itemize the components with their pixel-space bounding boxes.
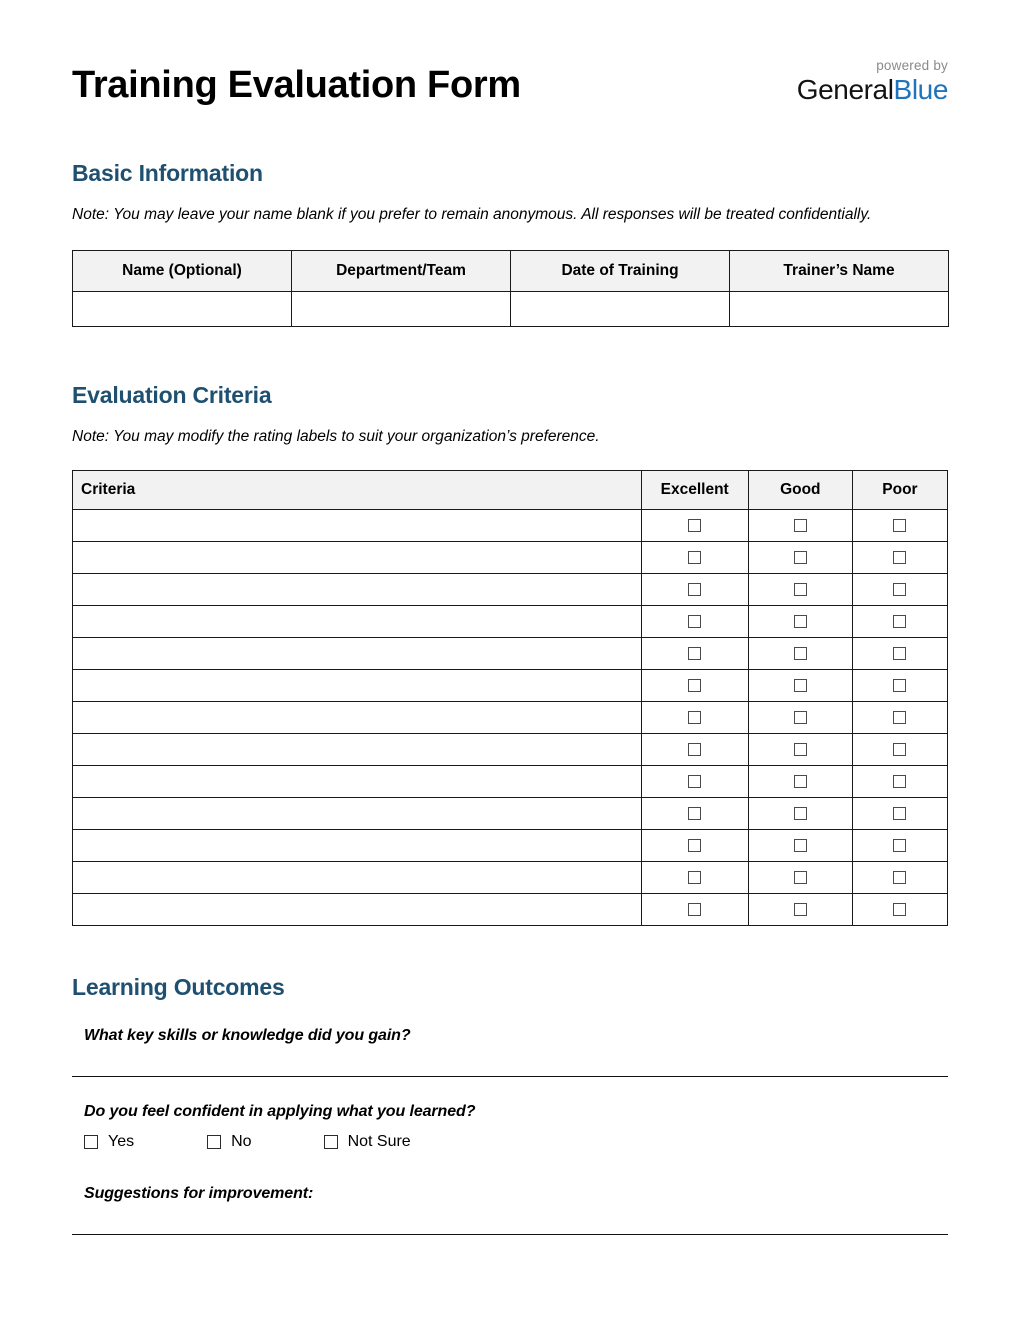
cell-rating-good[interactable] xyxy=(748,638,852,670)
confidence-options-row xyxy=(84,1133,948,1151)
cell-rating-excellent[interactable] xyxy=(641,830,748,862)
cell-criteria-input[interactable] xyxy=(73,670,642,702)
cell-rating-good[interactable] xyxy=(748,830,852,862)
brand-name-blue: Blue xyxy=(893,73,948,105)
table-row xyxy=(73,766,948,798)
cell-rating-excellent[interactable] xyxy=(641,766,748,798)
table-row xyxy=(73,798,948,830)
cell-criteria-input[interactable] xyxy=(73,894,642,926)
cell-rating-good[interactable] xyxy=(748,702,852,734)
cell-rating-poor[interactable] xyxy=(852,798,947,830)
cell-criteria-input[interactable] xyxy=(73,606,642,638)
evaluation-criteria-table xyxy=(72,470,948,926)
confidence-option-not-sure[interactable] xyxy=(324,1133,411,1151)
cell-criteria-input[interactable] xyxy=(73,798,642,830)
option-label: No xyxy=(231,1133,252,1151)
cell-rating-good[interactable] xyxy=(748,766,852,798)
cell-rating-poor[interactable] xyxy=(852,670,947,702)
checkbox-excellent-icon[interactable] xyxy=(688,551,701,564)
checkbox-good-icon[interactable] xyxy=(794,647,807,660)
checkbox-excellent-icon[interactable] xyxy=(688,647,701,660)
checkbox-poor-icon[interactable] xyxy=(893,743,906,756)
page-title: Training Evaluation Form xyxy=(72,64,521,107)
checkbox-excellent-icon[interactable] xyxy=(688,903,701,916)
checkbox-excellent-icon[interactable] xyxy=(688,743,701,756)
brand-name xyxy=(797,75,948,104)
cell-rating-good[interactable] xyxy=(748,510,852,542)
table-header-row xyxy=(73,251,949,292)
question-block-skills xyxy=(72,1027,948,1077)
question-confidence: Do you feel confident in applying what you learned? xyxy=(84,1103,476,1121)
checkbox-good-icon[interactable] xyxy=(794,519,807,532)
checkbox-poor-icon[interactable] xyxy=(893,775,906,788)
cell-rating-good[interactable] xyxy=(748,606,852,638)
checkbox-good-icon[interactable] xyxy=(794,743,807,756)
checkbox-icon[interactable] xyxy=(207,1135,221,1149)
table-header-row xyxy=(73,471,948,510)
basic-information-note: Note: You may leave your name blank if you prefer to remain anonymous. All responses will be treated confidentially. xyxy=(72,206,872,223)
cell-rating-poor[interactable] xyxy=(852,542,947,574)
table-row xyxy=(73,292,949,327)
checkbox-excellent-icon[interactable] xyxy=(688,615,701,628)
cell-criteria-input[interactable] xyxy=(73,542,642,574)
cell-rating-poor[interactable] xyxy=(852,894,947,926)
cell-rating-good[interactable] xyxy=(748,894,852,926)
cell-rating-good[interactable] xyxy=(748,798,852,830)
cell-rating-excellent[interactable] xyxy=(641,542,748,574)
cell-trainer-input[interactable] xyxy=(730,292,949,327)
cell-rating-good[interactable] xyxy=(748,670,852,702)
cell-rating-excellent[interactable] xyxy=(641,638,748,670)
question-suggestions: Suggestions for improvement: xyxy=(84,1185,314,1203)
checkbox-excellent-icon[interactable] xyxy=(688,711,701,724)
question-block-suggestions xyxy=(72,1185,948,1235)
checkbox-excellent-icon[interactable] xyxy=(688,807,701,820)
cell-rating-excellent[interactable] xyxy=(641,734,748,766)
section-heading-evaluation-criteria: Evaluation Criteria xyxy=(72,382,272,409)
checkbox-good-icon[interactable] xyxy=(794,711,807,724)
table-row xyxy=(73,830,948,862)
checkbox-poor-icon[interactable] xyxy=(893,647,906,660)
cell-criteria-input[interactable] xyxy=(73,830,642,862)
cell-rating-poor[interactable] xyxy=(852,510,947,542)
column-header-good: Good xyxy=(748,471,852,510)
cell-criteria-input[interactable] xyxy=(73,574,642,606)
checkbox-excellent-icon[interactable] xyxy=(688,839,701,852)
column-header-name: Name (Optional) xyxy=(73,251,292,292)
answer-line-key-skills[interactable] xyxy=(72,1076,948,1077)
checkbox-good-icon[interactable] xyxy=(794,871,807,884)
confidence-option-yes[interactable] xyxy=(84,1133,134,1151)
cell-criteria-input[interactable] xyxy=(73,734,642,766)
evaluation-criteria-note: Note: You may modify the rating labels to suit your organization’s preference. xyxy=(72,428,600,446)
cell-rating-good[interactable] xyxy=(748,734,852,766)
cell-rating-good[interactable] xyxy=(748,574,852,606)
cell-rating-excellent[interactable] xyxy=(641,862,748,894)
cell-rating-poor[interactable] xyxy=(852,638,947,670)
brand-name-general: General xyxy=(796,73,894,105)
cell-name-input[interactable] xyxy=(73,292,292,327)
question-block-confidence xyxy=(72,1103,948,1151)
table-row xyxy=(73,510,948,542)
cell-date-input[interactable] xyxy=(511,292,730,327)
checkbox-excellent-icon[interactable] xyxy=(688,679,701,692)
cell-rating-excellent[interactable] xyxy=(641,894,748,926)
cell-criteria-input[interactable] xyxy=(73,638,642,670)
table-row xyxy=(73,894,948,926)
cell-rating-excellent[interactable] xyxy=(641,574,748,606)
table-row xyxy=(73,702,948,734)
confidence-option-no[interactable] xyxy=(207,1133,251,1151)
checkbox-poor-icon[interactable] xyxy=(893,807,906,820)
cell-rating-excellent[interactable] xyxy=(641,606,748,638)
checkbox-poor-icon[interactable] xyxy=(893,839,906,852)
table-row xyxy=(73,638,948,670)
checkbox-poor-icon[interactable] xyxy=(893,679,906,692)
checkbox-poor-icon[interactable] xyxy=(893,519,906,532)
checkbox-good-icon[interactable] xyxy=(794,615,807,628)
cell-rating-excellent[interactable] xyxy=(641,702,748,734)
cell-rating-excellent[interactable] xyxy=(641,510,748,542)
section-heading-basic-information: Basic Information xyxy=(72,160,263,186)
checkbox-good-icon[interactable] xyxy=(794,583,807,596)
cell-criteria-input[interactable] xyxy=(73,862,642,894)
column-header-department: Department/Team xyxy=(292,251,511,292)
checkbox-good-icon[interactable] xyxy=(794,775,807,788)
option-label: Yes xyxy=(108,1133,135,1151)
cell-rating-poor[interactable] xyxy=(852,702,947,734)
checkbox-icon[interactable] xyxy=(324,1135,338,1149)
cell-rating-poor[interactable] xyxy=(852,574,947,606)
column-header-date: Date of Training xyxy=(511,251,730,292)
column-header-trainer: Trainer’s Name xyxy=(730,251,949,292)
section-heading-learning-outcomes: Learning Outcomes xyxy=(72,974,285,1001)
option-label: Not Sure xyxy=(347,1133,411,1151)
cell-rating-excellent[interactable] xyxy=(641,670,748,702)
cell-criteria-input[interactable] xyxy=(73,510,642,542)
checkbox-poor-icon[interactable] xyxy=(893,903,906,916)
powered-by-label: powered by xyxy=(876,58,948,74)
cell-rating-excellent[interactable] xyxy=(641,798,748,830)
cell-rating-good[interactable] xyxy=(748,542,852,574)
table-row xyxy=(73,574,948,606)
checkbox-poor-icon[interactable] xyxy=(893,711,906,724)
checkbox-good-icon[interactable] xyxy=(794,839,807,852)
table-row xyxy=(73,862,948,894)
page-header xyxy=(72,0,948,112)
checkbox-icon[interactable] xyxy=(84,1135,98,1149)
checkbox-excellent-icon[interactable] xyxy=(688,519,701,532)
cell-rating-poor[interactable] xyxy=(852,606,947,638)
checkbox-excellent-icon[interactable] xyxy=(688,871,701,884)
cell-criteria-input[interactable] xyxy=(73,766,642,798)
basic-information-table xyxy=(72,250,949,327)
checkbox-good-icon[interactable] xyxy=(794,903,807,916)
checkbox-excellent-icon[interactable] xyxy=(688,583,701,596)
checkbox-good-icon[interactable] xyxy=(794,679,807,692)
checkbox-excellent-icon[interactable] xyxy=(688,775,701,788)
question-key-skills: What key skills or knowledge did you gain? xyxy=(84,1027,411,1045)
column-header-poor: Poor xyxy=(852,471,947,510)
table-row xyxy=(73,734,948,766)
cell-rating-poor[interactable] xyxy=(852,830,947,862)
cell-department-input[interactable] xyxy=(292,292,511,327)
checkbox-poor-icon[interactable] xyxy=(893,551,906,564)
table-row xyxy=(73,606,948,638)
cell-criteria-input[interactable] xyxy=(73,702,642,734)
cell-rating-poor[interactable] xyxy=(852,766,947,798)
cell-rating-good[interactable] xyxy=(748,862,852,894)
column-header-criteria: Criteria xyxy=(73,471,642,510)
answer-line-suggestions[interactable] xyxy=(72,1234,948,1235)
brand-logo xyxy=(797,59,948,112)
column-header-excellent: Excellent xyxy=(641,471,748,510)
cell-rating-poor[interactable] xyxy=(852,862,947,894)
checkbox-good-icon[interactable] xyxy=(794,807,807,820)
table-row xyxy=(73,670,948,702)
checkbox-poor-icon[interactable] xyxy=(893,583,906,596)
table-row xyxy=(73,542,948,574)
checkbox-good-icon[interactable] xyxy=(794,551,807,564)
evaluation-criteria-body xyxy=(73,510,948,926)
checkbox-poor-icon[interactable] xyxy=(893,871,906,884)
cell-rating-poor[interactable] xyxy=(852,734,947,766)
checkbox-poor-icon[interactable] xyxy=(893,615,906,628)
